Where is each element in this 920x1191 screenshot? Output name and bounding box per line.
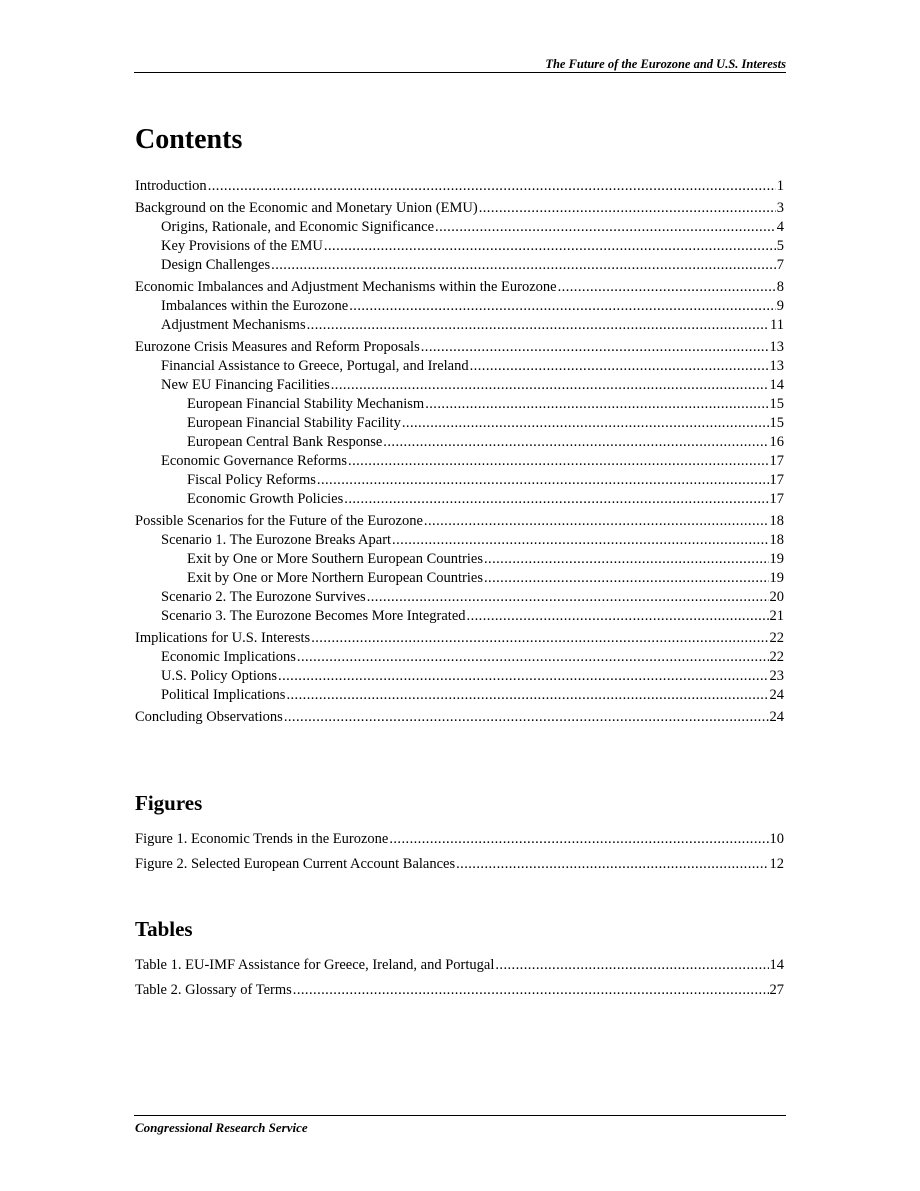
dot-leader [392, 531, 768, 550]
toc-entry[interactable] [135, 199, 784, 218]
toc-entry-page: 16 [769, 434, 784, 450]
toc-entry[interactable] [135, 452, 784, 471]
dot-leader [284, 708, 769, 727]
figures-heading: Figures [135, 791, 203, 815]
dot-leader [208, 177, 776, 196]
table-entry-label: Table 1. EU-IMF Assistance for Greece, Ireland, and Portugal [135, 957, 495, 973]
dot-leader [421, 338, 769, 357]
toc-entry-label: Introduction [135, 178, 207, 194]
table-entry[interactable] [135, 956, 784, 975]
dot-leader [349, 297, 776, 316]
toc-entry-page: 20 [769, 589, 784, 605]
toc-entry[interactable] [135, 414, 784, 433]
dot-leader [324, 237, 776, 256]
toc-entry-label: Implications for U.S. Interests [135, 630, 311, 646]
toc-entry[interactable] [135, 490, 784, 509]
table-entry[interactable] [135, 981, 784, 1000]
footer-rule [134, 1115, 786, 1116]
dot-leader [389, 830, 768, 849]
dot-leader [383, 433, 768, 452]
toc-entry-page: 14 [769, 377, 784, 393]
toc-entry[interactable] [135, 629, 784, 648]
dot-leader [271, 256, 776, 275]
toc-entry-page: 18 [769, 532, 784, 548]
toc-entry-label: Exit by One or More Southern European Countries [187, 551, 483, 567]
toc-entry-label: European Financial Stability Facility [187, 415, 401, 431]
dot-leader [311, 629, 768, 648]
toc-entry[interactable] [135, 278, 784, 297]
toc-entry-page: 4 [776, 219, 784, 235]
toc-entry[interactable] [135, 648, 784, 667]
figure-entry-label: Figure 2. Selected European Current Account Balances [135, 856, 456, 872]
toc-entry-label: U.S. Policy Options [161, 668, 278, 684]
figure-entry[interactable] [135, 855, 784, 874]
toc-entry-page: 17 [769, 472, 784, 488]
toc-entry[interactable] [135, 338, 784, 357]
dot-leader [456, 855, 768, 874]
toc-entry[interactable] [135, 316, 784, 335]
toc-entry[interactable] [135, 218, 784, 237]
toc-entry[interactable] [135, 433, 784, 452]
toc-entry-label: Economic Governance Reforms [161, 453, 348, 469]
toc-entry-page: 11 [770, 317, 784, 333]
toc-entry-label: Economic Implications [161, 649, 296, 665]
toc-entry[interactable] [135, 569, 784, 588]
tables-list [135, 956, 784, 1000]
toc-entry-label: Scenario 2. The Eurozone Survives [161, 589, 366, 605]
dot-leader [348, 452, 768, 471]
toc-entry-page: 13 [769, 358, 784, 374]
contents-heading: Contents [135, 124, 243, 155]
toc-entry-label: Economic Growth Policies [187, 491, 344, 507]
figure-entry-page: 10 [769, 831, 784, 847]
toc-entry-page: 17 [769, 491, 784, 507]
toc-entry-page: 21 [769, 608, 784, 624]
dot-leader [307, 316, 769, 335]
toc-entry-label: Concluding Observations [135, 709, 283, 725]
toc-entry-page: 1 [776, 178, 784, 194]
toc-entry[interactable] [135, 256, 784, 275]
dot-leader [286, 686, 768, 705]
toc-entry[interactable] [135, 531, 784, 550]
toc-entry-label: European Central Bank Response [187, 434, 383, 450]
toc-entry[interactable] [135, 512, 784, 531]
dot-leader [344, 490, 768, 509]
toc-entry-page: 24 [769, 709, 784, 725]
toc-entry-label: Background on the Economic and Monetary Union (EMU) [135, 200, 478, 216]
toc-entry-page: 24 [769, 687, 784, 703]
toc-entry[interactable] [135, 237, 784, 256]
toc-entry-page: 8 [776, 279, 784, 295]
dot-leader [402, 414, 769, 433]
toc-entry-page: 13 [769, 339, 784, 355]
toc-entry[interactable] [135, 177, 784, 196]
toc-entry[interactable] [135, 708, 784, 727]
toc-entry-page: 19 [769, 570, 784, 586]
toc-entry-label: Financial Assistance to Greece, Portugal, and Ireland [161, 358, 469, 374]
toc-entry-page: 5 [776, 238, 784, 254]
toc-entry-page: 22 [769, 630, 784, 646]
dot-leader [558, 278, 776, 297]
dot-leader [317, 471, 769, 490]
toc-entry-label: European Financial Stability Mechanism [187, 396, 425, 412]
toc-entry-page: 7 [776, 257, 784, 273]
toc-entry-label: Political Implications [161, 687, 286, 703]
toc-entry-label: New EU Financing Facilities [161, 377, 330, 393]
header-rule [134, 72, 786, 73]
toc-entry-label: Economic Imbalances and Adjustment Mechanisms within the Eurozone [135, 279, 557, 295]
dot-leader [367, 588, 769, 607]
toc-entry-page: 9 [776, 298, 784, 314]
tables-heading: Tables [135, 917, 193, 941]
toc-entry[interactable] [135, 376, 784, 395]
toc-entry-page: 15 [769, 415, 784, 431]
dot-leader [484, 569, 769, 588]
toc-entry-page: 17 [769, 453, 784, 469]
dot-leader [484, 550, 769, 569]
toc-entry-page: 23 [769, 668, 784, 684]
toc-entry-page: 18 [769, 513, 784, 529]
toc-entry[interactable] [135, 667, 784, 686]
toc-entry[interactable] [135, 395, 784, 414]
dot-leader [479, 199, 776, 218]
dot-leader [467, 607, 769, 626]
contents-list [135, 177, 784, 727]
toc-entry-label: Design Challenges [161, 257, 271, 273]
toc-entry-label: Origins, Rationale, and Economic Significance [161, 219, 435, 235]
figure-entry[interactable] [135, 830, 784, 849]
toc-entry[interactable] [135, 686, 784, 705]
dot-leader [293, 981, 769, 1000]
table-entry-label: Table 2. Glossary of Terms [135, 982, 292, 998]
toc-entry-label: Fiscal Policy Reforms [187, 472, 316, 488]
dot-leader [425, 395, 768, 414]
running-footer: Congressional Research Service [135, 1120, 308, 1135]
toc-entry-page: 19 [769, 551, 784, 567]
toc-entry[interactable] [135, 357, 784, 376]
toc-entry-label: Scenario 3. The Eurozone Becomes More Integrated [161, 608, 466, 624]
toc-entry[interactable] [135, 471, 784, 490]
figures-list [135, 830, 784, 874]
toc-entry-label: Adjustment Mechanisms [161, 317, 306, 333]
figure-entry-page: 12 [769, 856, 784, 872]
toc-entry-label: Key Provisions of the EMU [161, 238, 323, 254]
toc-entry-page: 15 [769, 396, 784, 412]
dot-leader [278, 667, 768, 686]
toc-entry-label: Imbalances within the Eurozone [161, 298, 349, 314]
dot-leader [470, 357, 769, 376]
toc-entry-label: Scenario 1. The Eurozone Breaks Apart [161, 532, 392, 548]
toc-entry-label: Eurozone Crisis Measures and Reform Proposals [135, 339, 420, 355]
toc-entry-label: Possible Scenarios for the Future of the Eurozone [135, 513, 423, 529]
table-entry-page: 27 [769, 982, 784, 998]
toc-entry[interactable] [135, 588, 784, 607]
dot-leader [435, 218, 776, 237]
toc-entry[interactable] [135, 297, 784, 316]
toc-entry-page: 22 [769, 649, 784, 665]
dot-leader [424, 512, 769, 531]
toc-entry[interactable] [135, 550, 784, 569]
figure-entry-label: Figure 1. Economic Trends in the Eurozone [135, 831, 389, 847]
toc-entry-label: Exit by One or More Northern European Countries [187, 570, 483, 586]
toc-entry[interactable] [135, 607, 784, 626]
dot-leader [495, 956, 768, 975]
dot-leader [331, 376, 769, 395]
table-entry-page: 14 [769, 957, 784, 973]
running-header: The Future of the Eurozone and U.S. Interests [545, 57, 786, 71]
dot-leader [297, 648, 769, 667]
toc-entry-page: 3 [776, 200, 784, 216]
